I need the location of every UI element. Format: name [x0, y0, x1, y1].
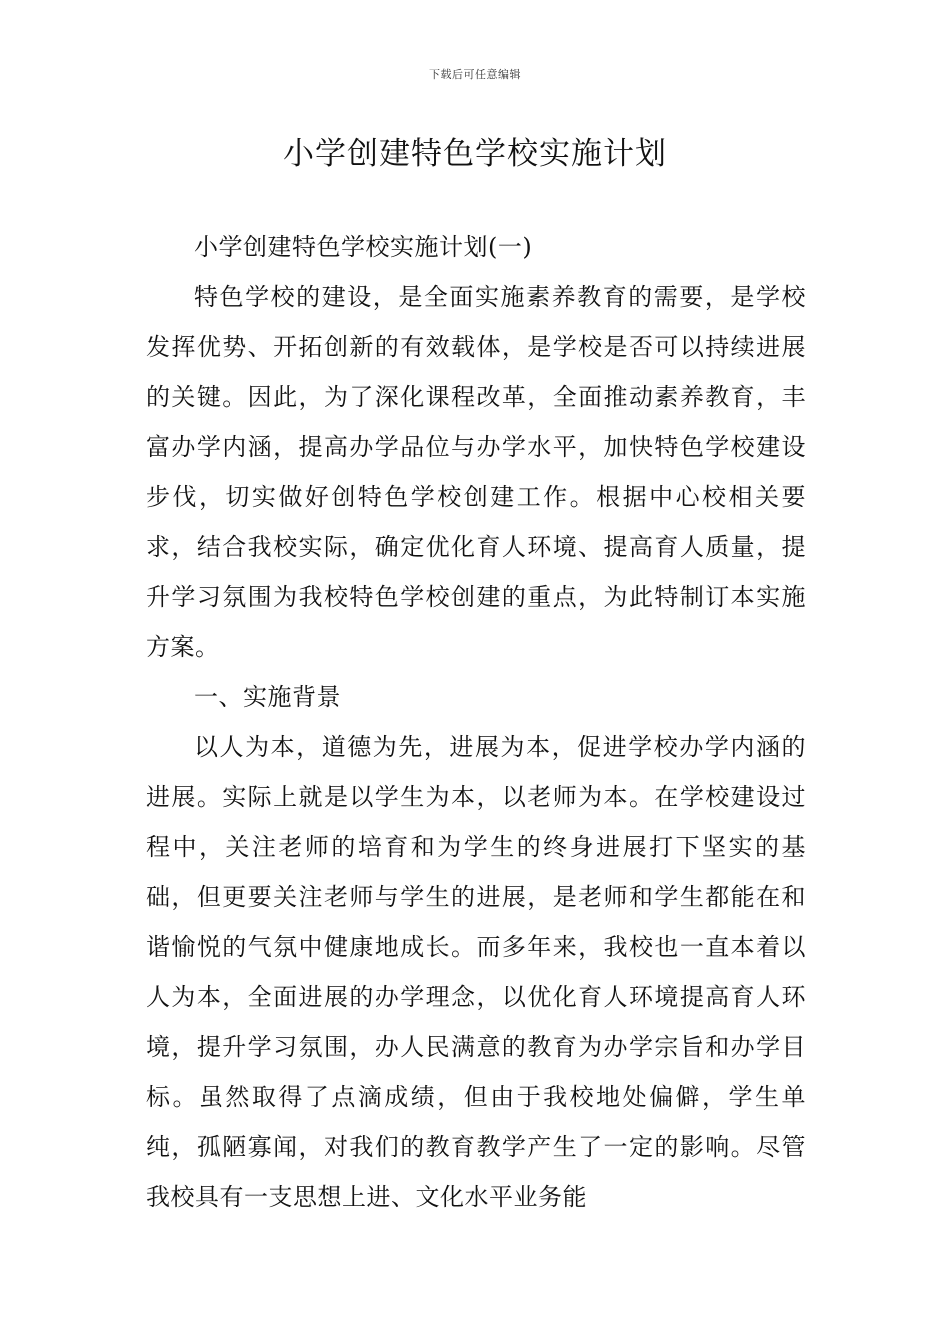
subtitle-paragraph: 小学创建特色学校实施计划(一) — [194, 233, 533, 261]
document-title: 小学创建特色学校实施计划 — [283, 136, 667, 172]
intro-paragraph: 特色学校的建设，是全面实施素养教育的需要，是学校发挥优势、开拓创新的有效载体，是学校是否可以持续进展的关键。因此，为了深化课程改革，全面推动素养教育，丰富办学内涵，提高办学品位与办学水平，加快特色学校建设步伐，切实做好创特色学校创建工作。根据中心校相关要求，结合我校实际，确定优化育人环境、提高育人质量，提升学习氛围为我校特色学校创建的重点，为此特制订本实施方案。 — [146, 283, 806, 661]
document-body — [146, 222, 806, 1222]
header-note: 下载后可任意编辑 — [429, 68, 521, 81]
background-paragraph: 以人为本，道德为先，进展为本，促进学校办学内涵的进展。实际上就是以学生为本，以老师为本。在学校建设过程中，关注老师的培育和为学生的终身进展打下坚实的基础，但更要关注老师与学生的进展，是老师和学生都能在和谐愉悦的气氛中健康地成长。而多年来，我校也一直本着以人为本，全面进展的办学理念，以优化育人环境提高育人环境，提升学习氛围，办人民满意的教育为办学宗旨和办学目标。虽然取得了点滴成绩，但由于我校地处偏僻，学生单纯，孤陋寡闻，对我们的教育教学产生了一定的影响。尽管我校具有一支思想上进、文化水平业务能 — [146, 733, 806, 1211]
section-heading: 一、实施背景 — [194, 683, 341, 711]
